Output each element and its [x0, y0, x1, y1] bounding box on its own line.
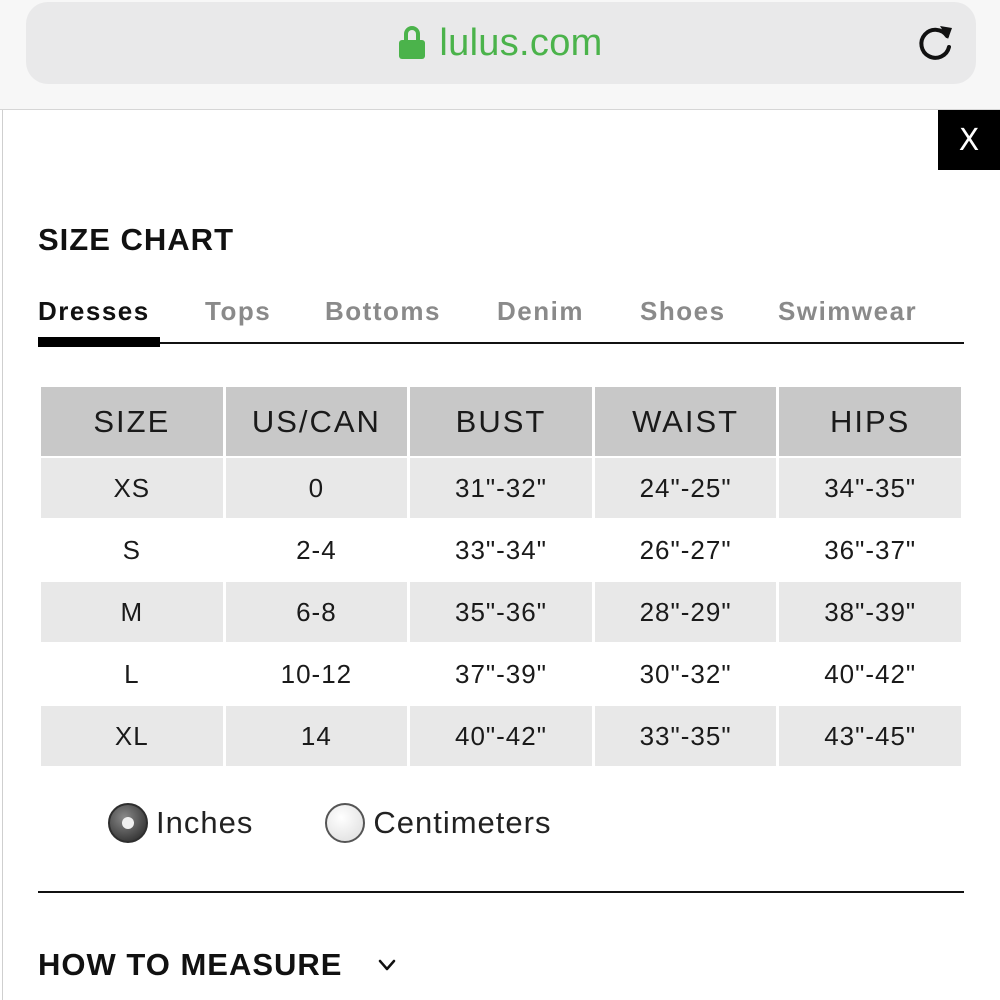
cell-hips: 36"-37" — [779, 520, 961, 580]
how-to-measure-toggle[interactable] — [38, 947, 397, 983]
address-bar[interactable] — [26, 2, 976, 84]
cell-waist: 28"-29" — [595, 582, 777, 642]
header-us-can: US/CAN — [226, 387, 408, 456]
inches-radio[interactable] — [108, 803, 148, 843]
cell-hips: 34"-35" — [779, 458, 961, 518]
tab-swimwear[interactable]: Swimwear — [778, 296, 918, 326]
header-size: SIZE — [41, 387, 223, 456]
cell-hips: 38"-39" — [779, 582, 961, 642]
cell-waist: 26"-27" — [595, 520, 777, 580]
active-tab-indicator — [38, 337, 160, 347]
modal-title: SIZE CHART — [38, 222, 234, 257]
table-row — [41, 582, 961, 642]
tab-dresses[interactable]: Dresses — [38, 296, 150, 326]
cell-us-can: 14 — [226, 706, 408, 766]
close-button[interactable]: X — [938, 110, 1000, 170]
cell-bust: 35"-36" — [410, 582, 592, 642]
cell-waist: 30"-32" — [595, 644, 777, 704]
unit-selector — [108, 803, 551, 843]
header-waist: WAIST — [595, 387, 777, 456]
inches-option[interactable] — [108, 803, 253, 843]
cell-bust: 40"-42" — [410, 706, 592, 766]
tab-denim[interactable]: Denim — [497, 296, 584, 326]
category-tabs — [38, 292, 964, 344]
cell-hips: 43"-45" — [779, 706, 961, 766]
reload-icon[interactable] — [912, 20, 958, 66]
cell-size: XS — [41, 458, 223, 518]
url-text: lulus.com — [439, 21, 603, 64]
cell-size: L — [41, 644, 223, 704]
lock-icon — [399, 26, 425, 60]
header-hips: HIPS — [779, 387, 961, 456]
tab-shoes[interactable]: Shoes — [640, 296, 726, 326]
size-table — [38, 385, 964, 768]
table-row — [41, 644, 961, 704]
cell-size: S — [41, 520, 223, 580]
url-display — [26, 2, 976, 84]
cell-bust: 31"-32" — [410, 458, 592, 518]
cell-us-can: 0 — [226, 458, 408, 518]
centimeters-radio[interactable] — [325, 803, 365, 843]
cell-hips: 40"-42" — [779, 644, 961, 704]
cell-waist: 24"-25" — [595, 458, 777, 518]
table-row — [41, 706, 961, 766]
inches-label[interactable]: Inches — [156, 805, 254, 840]
centimeters-label[interactable]: Centimeters — [373, 805, 552, 840]
tab-tops[interactable]: Tops — [205, 296, 272, 326]
browser-toolbar — [0, 0, 1000, 110]
cell-waist: 33"-35" — [595, 706, 777, 766]
cell-bust: 37"-39" — [410, 644, 592, 704]
header-bust: BUST — [410, 387, 592, 456]
cell-us-can: 10-12 — [226, 644, 408, 704]
cell-us-can: 6-8 — [226, 582, 408, 642]
cell-us-can: 2-4 — [226, 520, 408, 580]
section-divider — [38, 891, 964, 893]
cell-size: XL — [41, 706, 223, 766]
cell-bust: 33"-34" — [410, 520, 592, 580]
cell-size: M — [41, 582, 223, 642]
chevron-down-icon[interactable] — [377, 955, 397, 975]
table-row — [41, 520, 961, 580]
tab-bottoms[interactable]: Bottoms — [325, 296, 441, 326]
how-to-measure-title[interactable]: HOW TO MEASURE — [38, 947, 343, 982]
table-row — [41, 458, 961, 518]
table-header-row — [41, 387, 961, 456]
centimeters-option[interactable] — [325, 803, 551, 843]
